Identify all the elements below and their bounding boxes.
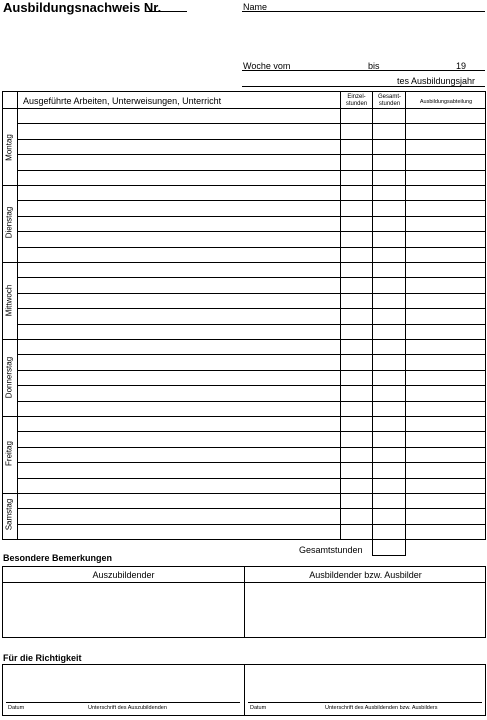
year-prefix: 19 — [456, 61, 467, 71]
day-divider — [2, 185, 486, 186]
header-divider — [2, 108, 486, 109]
table-row[interactable] — [17, 508, 486, 509]
table-row[interactable] — [17, 431, 486, 432]
table-row[interactable] — [17, 308, 486, 309]
training-year-label: tes Ausbildungsjahr — [397, 76, 476, 86]
signature-line-trainee[interactable] — [6, 702, 240, 703]
total-hours-label: Gesamtstunden — [299, 545, 363, 555]
day-label-monday: Montag — [4, 134, 14, 161]
total-hours-field[interactable] — [372, 539, 406, 556]
day-divider — [2, 493, 486, 494]
column-header-department: Ausbildungsabteilung — [419, 99, 473, 105]
date-label-trainee: Datum — [8, 705, 25, 711]
signature-divider — [244, 664, 245, 716]
day-divider — [2, 339, 486, 340]
table-row[interactable] — [17, 478, 486, 479]
remarks-trainer-field[interactable] — [246, 584, 484, 636]
remarks-title: Besondere Bemerkungen — [3, 553, 113, 563]
until-label: bis — [368, 61, 380, 71]
table-row[interactable] — [17, 385, 486, 386]
table-row[interactable] — [17, 123, 486, 124]
day-label-tuesday: Dienstag — [4, 206, 14, 239]
signature-label-trainee: Unterschrift des Auszubildenden — [88, 705, 167, 711]
week-from-label: Woche vom — [243, 61, 291, 71]
signature-label-trainer: Unterschrift des Ausbildenden bzw. Ausbilders — [325, 705, 438, 711]
remarks-trainee-field[interactable] — [4, 584, 242, 636]
signature-line-trainer[interactable] — [248, 702, 482, 703]
table-row[interactable] — [17, 370, 486, 371]
day-label-friday: Freitag — [4, 441, 14, 466]
single-hours-divider — [340, 91, 341, 540]
table-row[interactable] — [17, 231, 486, 232]
remarks-header-line — [2, 582, 486, 583]
table-row[interactable] — [17, 139, 486, 140]
day-column-divider — [17, 91, 18, 540]
day-label-wednesday: Mittwoch — [4, 284, 14, 317]
name-label: Name — [243, 2, 268, 12]
day-label-saturday: Samstag — [4, 498, 14, 531]
day-divider — [2, 416, 486, 417]
table-row[interactable] — [17, 447, 486, 448]
table-row[interactable] — [17, 462, 486, 463]
name-field[interactable] — [242, 11, 485, 12]
activity-table — [2, 91, 486, 540]
remarks-trainee-header: Auszubildender — [92, 570, 155, 580]
table-row[interactable] — [17, 200, 486, 201]
table-row[interactable] — [17, 293, 486, 294]
training-year-field[interactable] — [242, 86, 485, 87]
column-header-single-hours: Einzel- stunden — [345, 94, 368, 107]
table-row[interactable] — [17, 524, 486, 525]
column-header-total-hours: Gesamt- stunden — [377, 94, 401, 107]
table-row[interactable] — [17, 154, 486, 155]
form-title: Ausbildungsnachweis Nr. — [3, 0, 162, 15]
table-row[interactable] — [17, 401, 486, 402]
table-row[interactable] — [17, 170, 486, 171]
table-row[interactable] — [17, 277, 486, 278]
table-row[interactable] — [17, 247, 486, 248]
day-label-thursday: Donnerstag — [4, 356, 14, 399]
table-row[interactable] — [17, 354, 486, 355]
correctness-title: Für die Richtigkeit — [3, 653, 82, 663]
remarks-trainer-header: Ausbildender bzw. Ausbilder — [309, 570, 422, 580]
column-header-work: Ausgeführte Arbeiten, Unterweisungen, Unterricht — [23, 96, 222, 106]
day-divider — [2, 262, 486, 263]
total-hours-right-divider — [405, 91, 406, 540]
table-row[interactable] — [17, 216, 486, 217]
report-number-field[interactable] — [145, 11, 187, 12]
table-row[interactable] — [17, 324, 486, 325]
total-hours-left-divider — [372, 91, 373, 540]
date-label-trainer: Datum — [250, 705, 267, 711]
week-field[interactable] — [242, 70, 485, 71]
